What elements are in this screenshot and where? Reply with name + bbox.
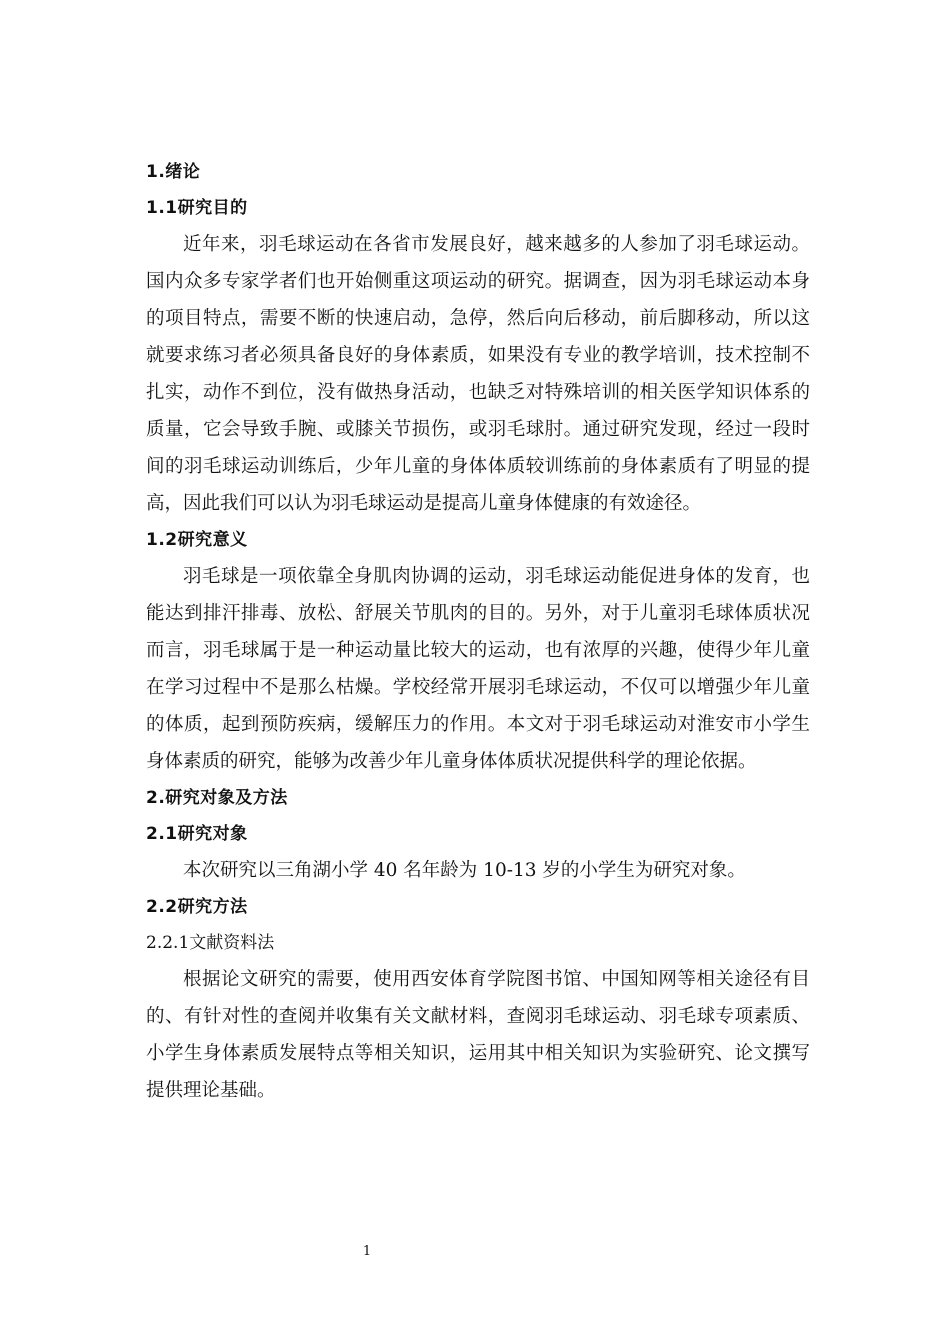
heading-objects-and-methods: 2.研究对象及方法	[146, 788, 288, 808]
heading-research-methods: 2.2研究方法	[146, 897, 248, 917]
heading-introduction: 1.绪论	[146, 162, 201, 182]
heading-research-objects: 2.1研究对象	[146, 824, 248, 844]
heading-research-purpose: 1.1研究目的	[146, 198, 248, 218]
page-content	[146, 154, 810, 1109]
paragraph-research-objects: 本次研究以三角湖小学 40 名年龄为 10-13 岁的小学生为研究对象。	[183, 860, 746, 881]
paragraph-research-significance: 羽毛球是一项依靠全身肌肉协调的运动，羽毛球运动能促进身体的发育，也能达到排汗排毒、放松、舒展关节肌肉的目的。另外，对于儿童羽毛球体质状况而言，羽毛球属于是一种运动量比较大的运动，也有浓厚的兴趣，使得少年儿童在学习过程中不是那么枯燥。学校经常开展羽毛球运动，不仅可以增强少年儿童的体质，起到预防疾病，缓解压力的作用。本文对于羽毛球运动对淮安市小学生身体素质的研究，能够为改善少年儿童身体体质状况提供科学的理论依据。	[146, 566, 810, 772]
heading-literature-method: 2.2.1文献资料法	[146, 933, 275, 953]
page-number: 1	[362, 1244, 372, 1259]
paragraph-literature-method: 根据论文研究的需要，使用西安体育学院图书馆、中国知网等相关途径有目的、有针对性的查阅并收集有关文献材料，查阅羽毛球运动、羽毛球专项素质、小学生身体素质发展特点等相关知识，运用其中相关知识为实验研究、论文撰写提供理论基础。	[146, 969, 810, 1101]
heading-research-significance: 1.2研究意义	[146, 530, 248, 550]
paragraph-research-purpose: 近年来，羽毛球运动在各省市发展良好，越来越多的人参加了羽毛球运动。国内众多专家学者们也开始侧重这项运动的研究。据调查，因为羽毛球运动本身的项目特点，需要不断的快速启动，急停，然后向后移动，前后脚移动，所以这就要求练习者必须具备良好的身体素质，如果没有专业的教学培训，技术控制不扎实，动作不到位，没有做热身活动，也缺乏对特殊培训的相关医学知识体系的质量，它会导致手腕、或膝关节损伤，或羽毛球肘。通过研究发现，经过一段时间的羽毛球运动训练后，少年儿童的身体体质较训练前的身体素质有了明显的提高，因此我们可以认为羽毛球运动是提高儿童身体健康的有效途径。	[146, 234, 810, 514]
